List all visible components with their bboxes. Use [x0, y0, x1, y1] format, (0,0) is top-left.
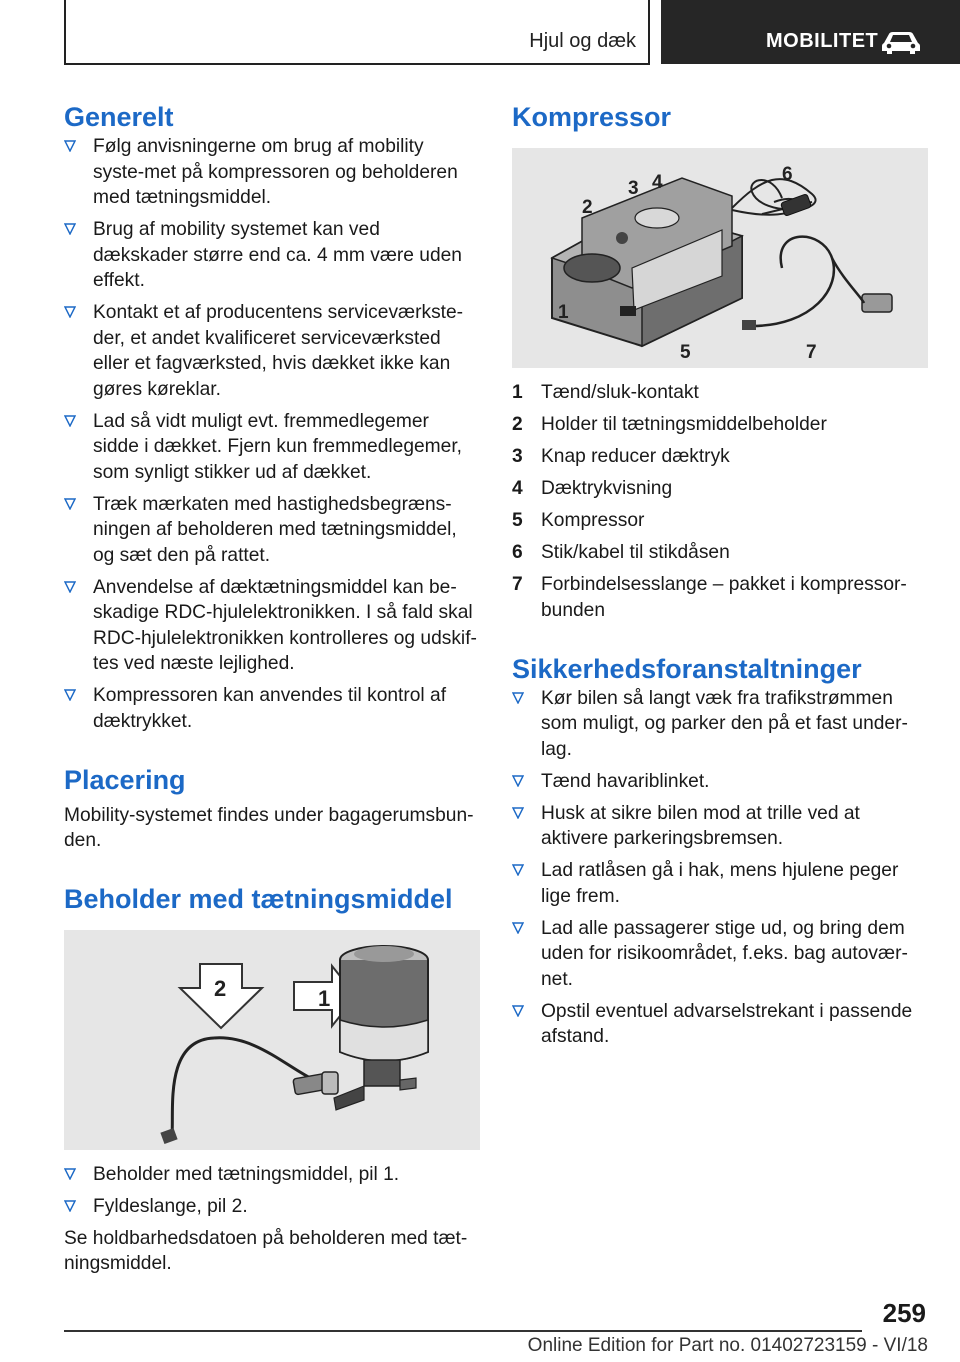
list-item: [64, 492, 480, 569]
list-item: [64, 134, 480, 211]
list-item-text: Træk mærkaten med hastighedsbegræns-ningen af beholderen med tætningsmiddel, og sæt den på rattet.: [93, 493, 457, 566]
beholder-text: Se holdbarhedsdatoen på beholderen med tæt-ningsmiddel.: [64, 1227, 468, 1274]
legend-number: 3: [512, 446, 523, 467]
legend-text: Dæktrykvisning: [541, 478, 673, 499]
list-item: [512, 801, 928, 852]
heading-beholder: Beholder med tætningsmiddel: [64, 883, 453, 914]
figure-label-7: 7: [806, 342, 817, 363]
list-item-text: Lad så vidt muligt evt. fremmedlegemer sidde i dækket. Fjern kun fremmedlegemer, som synligt stikker ud af dækket.: [93, 410, 462, 483]
list-item-text: Brug af mobility systemet kan ved dækskader større end ca. 4 mm være uden effekt.: [93, 219, 462, 291]
list-item-text: Opstil eventuel advarselstrekant i passende afstand.: [541, 1000, 913, 1047]
heading-sikkerhed: Sikkerhedsforanstaltninger: [512, 653, 862, 684]
list-item-text: Lad ratlåsen gå i hak, mens hjulene peger lige frem.: [541, 860, 899, 907]
header-section-title: Hjul og dæk: [529, 30, 636, 52]
figure-label-2: 2: [582, 197, 593, 218]
legend-text: Forbindelsesslange – pakket i kompressor-bunden: [541, 574, 907, 621]
bullet-triangle-icon: [64, 415, 76, 427]
legend-item: [512, 380, 928, 406]
legend-number: 7: [512, 574, 523, 595]
figure-label-2: 2: [214, 975, 227, 1001]
bullet-triangle-icon: [64, 581, 76, 593]
legend-number: 2: [512, 414, 523, 435]
sealant-container-figure: [64, 930, 480, 1150]
bullet-triangle-icon: [64, 223, 76, 235]
sikkerhed-list: [512, 686, 928, 1050]
legend-text: Holder til tætningsmiddelbeholder: [541, 414, 827, 435]
legend-item: [512, 444, 928, 470]
legend-text: Stik/kabel til stikdåsen: [541, 542, 730, 563]
bullet-triangle-icon: [512, 807, 524, 819]
figure-label-1: 1: [318, 985, 331, 1011]
bullet-triangle-icon: [64, 140, 76, 152]
figure-label-1: 1: [558, 302, 569, 323]
list-item: [64, 575, 480, 677]
generelt-list: [64, 134, 480, 734]
list-item: [512, 916, 928, 993]
list-item-text: Tænd havariblinket.: [541, 770, 710, 792]
figure-label-6: 6: [782, 164, 793, 185]
bullet-triangle-icon: [512, 864, 524, 876]
list-item-text: Fyldeslange, pil 2.: [93, 1195, 248, 1217]
header-right-rule: [648, 0, 650, 64]
bullet-triangle-icon: [512, 775, 524, 787]
list-item: [64, 1194, 480, 1220]
legend-text: Knap reducer dæktryk: [541, 446, 730, 467]
list-item-text: Husk at sikre bilen mod at trille ved at aktivere parkeringsbremsen.: [541, 802, 860, 849]
bullet-triangle-icon: [512, 1005, 524, 1017]
car-icon: [880, 29, 922, 55]
list-item: [64, 409, 480, 486]
bullet-triangle-icon: [64, 498, 76, 510]
placering-text: Mobility-systemet findes under bagagerumsbun-den.: [64, 804, 474, 851]
list-item-text: Beholder med tætningsmiddel, pil 1.: [93, 1163, 400, 1185]
list-item-text: Kør bilen så langt væk fra trafikstrømmen som muligt, og parker den på et fast under-lag.: [541, 687, 908, 760]
figure-label-3: 3: [628, 178, 639, 199]
heading-generelt: Generelt: [64, 102, 174, 132]
bullet-triangle-icon: [512, 922, 524, 934]
legend-text: Kompressor: [541, 510, 645, 531]
list-item: [64, 300, 480, 402]
legend-number: 5: [512, 510, 523, 531]
footer-edition: Online Edition for Part no. 01402723159 - VI/18: [527, 1335, 928, 1356]
legend-text: Tænd/sluk-kontakt: [541, 382, 699, 403]
bullet-triangle-icon: [512, 692, 524, 704]
list-item: [512, 999, 928, 1050]
bullet-triangle-icon: [64, 1200, 76, 1212]
list-item-text: Kontakt et af producentens serviceværkste-der, et andet kvalificeret serviceværksted eller et fagværksted, hvis dækket ikke kan gøres køreklar.: [93, 302, 464, 400]
header-left-rule: [64, 0, 66, 64]
left-column: [64, 100, 480, 1283]
chapter-tab-label: MOBILITET: [766, 30, 879, 52]
bullet-triangle-icon: [64, 689, 76, 701]
list-item: [512, 686, 928, 763]
legend-item: [512, 476, 928, 502]
list-item-text: Kompressoren kan anvendes til kontrol af dæktrykket.: [93, 685, 447, 732]
list-item: [64, 683, 480, 734]
legend-item: [512, 572, 928, 623]
legend-item: [512, 412, 928, 438]
page-number: 259: [882, 1298, 926, 1328]
right-column: [512, 100, 928, 1056]
list-item: [64, 1162, 480, 1188]
bullet-triangle-icon: [64, 1168, 76, 1180]
beholder-list: [64, 1162, 480, 1220]
legend-item: [512, 540, 928, 566]
legend-number: 6: [512, 542, 523, 563]
bullet-triangle-icon: [64, 306, 76, 318]
list-item: [64, 217, 480, 294]
heading-placering: Placering: [64, 764, 186, 795]
footer-rule: [64, 1330, 862, 1332]
figure-label-4: 4: [652, 172, 663, 193]
list-item-text: Følg anvisningerne om brug af mobility syste-met på kompressoren og beholderen med tætningsmiddel.: [93, 136, 458, 208]
compressor-legend: [512, 380, 928, 623]
legend-item: [512, 508, 928, 534]
list-item: [512, 769, 928, 795]
list-item-text: Lad alle passagerer stige ud, og bring dem uden for risikoområdet, f.eks. bag autovær-net.: [541, 917, 908, 990]
header-bottom-rule: [64, 63, 650, 65]
list-item: [512, 858, 928, 909]
list-item-text: Anvendelse af dæktætningsmiddel kan be-skadige RDC-hjulelektronikken. I så fald skal RDC-hjulelektronikken kontrolleres og udskif-tes ved næste lejlighed.: [93, 576, 477, 674]
heading-kompressor: Kompressor: [512, 102, 672, 132]
compressor-figure: [512, 148, 928, 368]
legend-number: 4: [512, 478, 523, 499]
figure-label-5: 5: [680, 342, 691, 363]
legend-number: 1: [512, 382, 523, 403]
